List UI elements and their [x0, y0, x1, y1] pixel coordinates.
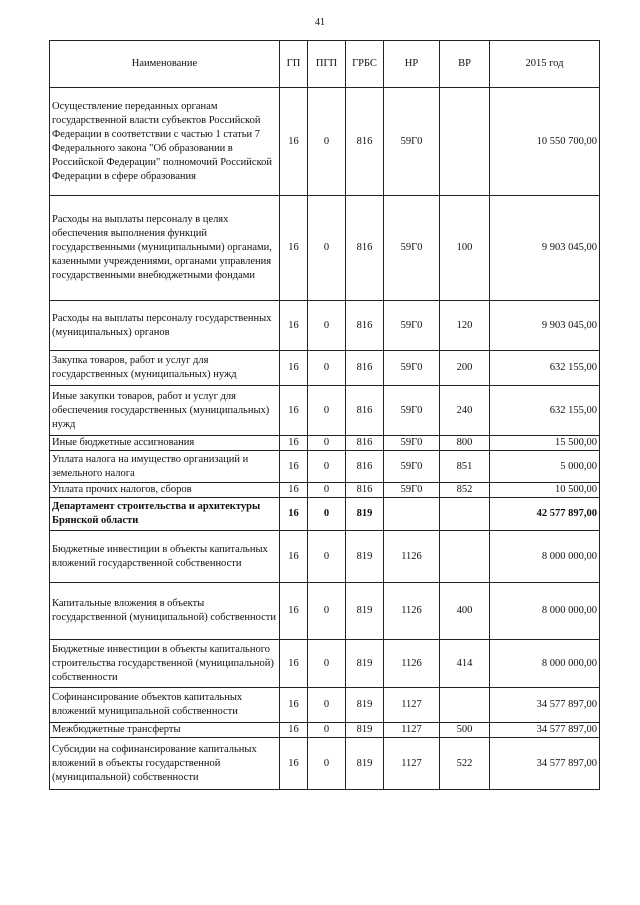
table-row — [50, 688, 600, 723]
cell-grbs: 816 — [346, 351, 384, 386]
table-row — [50, 196, 600, 301]
cell-vr — [440, 688, 490, 723]
cell-pgp: 0 — [308, 531, 346, 583]
cell-nr: 59Г0 — [384, 386, 440, 436]
cell-amount: 9 903 045,00 — [490, 196, 600, 301]
cell-vr: 851 — [440, 451, 490, 483]
cell-nr: 59Г0 — [384, 351, 440, 386]
cell-gp: 16 — [280, 738, 308, 790]
page-number: 41 — [315, 17, 325, 28]
cell-gp: 16 — [280, 436, 308, 451]
table-header-row — [50, 41, 600, 88]
cell-nr: 1127 — [384, 738, 440, 790]
cell-name: Уплата налога на имущество организаций и земельного налога — [50, 451, 280, 483]
cell-vr: 522 — [440, 738, 490, 790]
cell-pgp: 0 — [308, 351, 346, 386]
cell-grbs: 819 — [346, 531, 384, 583]
table-row — [50, 531, 600, 583]
cell-grbs: 819 — [346, 738, 384, 790]
cell-pgp: 0 — [308, 498, 346, 531]
cell-gp: 16 — [280, 301, 308, 351]
cell-nr — [384, 498, 440, 531]
cell-name: Межбюджетные трансферты — [50, 723, 280, 738]
cell-grbs: 819 — [346, 688, 384, 723]
table-row — [50, 301, 600, 351]
cell-amount: 632 155,00 — [490, 351, 600, 386]
cell-name: Иные закупки товаров, работ и услуг для обеспечения государственных (муниципальных) нужд — [50, 386, 280, 436]
table-row — [50, 738, 600, 790]
cell-nr: 59Г0 — [384, 436, 440, 451]
cell-gp: 16 — [280, 583, 308, 640]
cell-name: Бюджетные инвестиции в объекты капитальных вложений государственной собственности — [50, 531, 280, 583]
cell-name: Департамент строительства и архитектуры Брянской области — [50, 498, 280, 531]
cell-amount: 632 155,00 — [490, 386, 600, 436]
cell-name: Субсидии на софинансирование капитальных вложений в объекты государственной (муниципальной) собственности — [50, 738, 280, 790]
cell-gp: 16 — [280, 196, 308, 301]
table-row — [50, 723, 600, 738]
cell-pgp: 0 — [308, 436, 346, 451]
cell-vr — [440, 531, 490, 583]
header-vr: ВР — [440, 41, 490, 88]
cell-pgp: 0 — [308, 738, 346, 790]
header-name: Наименование — [50, 41, 280, 88]
cell-grbs: 816 — [346, 483, 384, 498]
cell-name: Бюджетные инвестиции в объекты капитального строительства государственной (муниципальной) собственности — [50, 640, 280, 688]
cell-amount: 5 000,00 — [490, 451, 600, 483]
cell-grbs: 816 — [346, 451, 384, 483]
cell-nr: 59Г0 — [384, 88, 440, 196]
header-grbs: ГРБС — [346, 41, 384, 88]
cell-amount: 10 550 700,00 — [490, 88, 600, 196]
cell-vr: 240 — [440, 386, 490, 436]
header-year: 2015 год — [490, 41, 600, 88]
cell-pgp: 0 — [308, 688, 346, 723]
cell-nr: 1127 — [384, 688, 440, 723]
cell-vr — [440, 498, 490, 531]
cell-amount: 8 000 000,00 — [490, 640, 600, 688]
cell-grbs: 816 — [346, 301, 384, 351]
cell-grbs: 816 — [346, 88, 384, 196]
cell-pgp: 0 — [308, 451, 346, 483]
cell-pgp: 0 — [308, 386, 346, 436]
table-row — [50, 351, 600, 386]
cell-vr: 414 — [440, 640, 490, 688]
table-row — [50, 88, 600, 196]
cell-vr: 500 — [440, 723, 490, 738]
table-row — [50, 483, 600, 498]
cell-gp: 16 — [280, 688, 308, 723]
cell-amount: 8 000 000,00 — [490, 531, 600, 583]
header-nr: НР — [384, 41, 440, 88]
cell-amount: 9 903 045,00 — [490, 301, 600, 351]
cell-vr: 800 — [440, 436, 490, 451]
cell-name: Уплата прочих налогов, сборов — [50, 483, 280, 498]
cell-name: Капитальные вложения в объекты государственной (муниципальной) собственности — [50, 583, 280, 640]
cell-pgp: 0 — [308, 88, 346, 196]
cell-amount: 15 500,00 — [490, 436, 600, 451]
cell-nr: 1126 — [384, 640, 440, 688]
cell-gp: 16 — [280, 723, 308, 738]
cell-amount: 34 577 897,00 — [490, 688, 600, 723]
cell-nr: 59Г0 — [384, 451, 440, 483]
cell-amount: 42 577 897,00 — [490, 498, 600, 531]
table-row — [50, 451, 600, 483]
table-row — [50, 583, 600, 640]
cell-nr: 1126 — [384, 583, 440, 640]
cell-name: Осуществление переданных органам государственной власти субъектов Российской Федерации в соответствии с частью 1 статьи 7 Федерального закона "Об образовании в Российской Федерации" полномочий Российской Федерации в сфере образования — [50, 88, 280, 196]
cell-nr: 59Г0 — [384, 483, 440, 498]
table-row — [50, 436, 600, 451]
header-gp: ГП — [280, 41, 308, 88]
cell-nr: 1126 — [384, 531, 440, 583]
budget-table — [49, 40, 600, 790]
cell-gp: 16 — [280, 88, 308, 196]
cell-grbs: 819 — [346, 723, 384, 738]
cell-pgp: 0 — [308, 723, 346, 738]
cell-pgp: 0 — [308, 583, 346, 640]
cell-gp: 16 — [280, 640, 308, 688]
cell-vr: 400 — [440, 583, 490, 640]
cell-amount: 34 577 897,00 — [490, 723, 600, 738]
cell-name: Расходы на выплаты персоналу в целях обеспечения выполнения функций государственными (муниципальными) органами, казенными учреждениями, органами управления государственными внебюджетными фондами — [50, 196, 280, 301]
cell-name: Расходы на выплаты персоналу государственных (муниципальных) органов — [50, 301, 280, 351]
cell-gp: 16 — [280, 531, 308, 583]
cell-nr: 59Г0 — [384, 301, 440, 351]
cell-gp: 16 — [280, 498, 308, 531]
cell-gp: 16 — [280, 483, 308, 498]
cell-pgp: 0 — [308, 483, 346, 498]
cell-vr: 852 — [440, 483, 490, 498]
cell-pgp: 0 — [308, 640, 346, 688]
cell-grbs: 816 — [346, 436, 384, 451]
cell-gp: 16 — [280, 451, 308, 483]
cell-gp: 16 — [280, 351, 308, 386]
cell-gp: 16 — [280, 386, 308, 436]
cell-nr: 1127 — [384, 723, 440, 738]
cell-grbs: 819 — [346, 640, 384, 688]
cell-pgp: 0 — [308, 301, 346, 351]
cell-amount: 34 577 897,00 — [490, 738, 600, 790]
table-row — [50, 498, 600, 531]
cell-amount: 8 000 000,00 — [490, 583, 600, 640]
cell-name: Иные бюджетные ассигнования — [50, 436, 280, 451]
cell-amount: 10 500,00 — [490, 483, 600, 498]
cell-name: Софинансирование объектов капитальных вложений муниципальной собственности — [50, 688, 280, 723]
cell-pgp: 0 — [308, 196, 346, 301]
cell-vr: 200 — [440, 351, 490, 386]
table-row — [50, 386, 600, 436]
header-pgp: ПГП — [308, 41, 346, 88]
table-row — [50, 640, 600, 688]
cell-grbs: 819 — [346, 498, 384, 531]
cell-nr: 59Г0 — [384, 196, 440, 301]
cell-name: Закупка товаров, работ и услуг для государственных (муниципальных) нужд — [50, 351, 280, 386]
cell-vr: 100 — [440, 196, 490, 301]
cell-vr: 120 — [440, 301, 490, 351]
cell-grbs: 816 — [346, 196, 384, 301]
cell-grbs: 819 — [346, 583, 384, 640]
cell-grbs: 816 — [346, 386, 384, 436]
cell-vr — [440, 88, 490, 196]
